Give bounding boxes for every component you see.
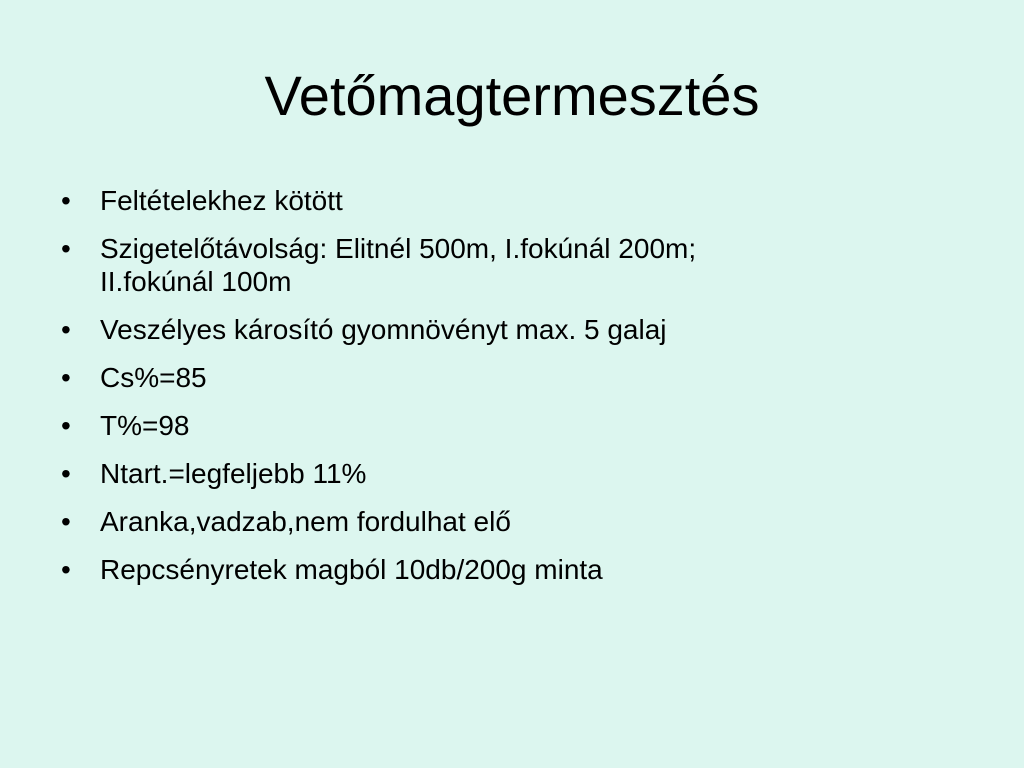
bullet-text: Aranka,vadzab,nem fordulhat elő [100,506,511,537]
bullet-point-icon: • [61,233,71,264]
bullet-item [58,184,958,217]
bullet-text: Repcsényretek magból 10db/200g minta [100,554,603,585]
bullet-text: Cs%=85 [100,362,207,393]
bullet-point-icon: • [61,362,71,393]
bullet-item [58,553,958,586]
slide-title: Vetőmagtermesztés [264,64,760,127]
bullet-text: Ntart.=legfeljebb 11% [100,458,367,489]
bullet-text: Veszélyes károsító gyomnövényt max. 5 galaj [100,314,667,345]
bullet-point-icon: • [61,314,71,345]
bullet-text: Feltételekhez kötött [100,185,343,216]
bullet-point-icon: • [61,506,71,537]
bullet-point-icon: • [61,458,71,489]
bullet-item [58,313,958,346]
bullet-item [58,505,958,538]
bullet-item [58,457,958,490]
bullet-item [58,361,958,394]
bullet-point-icon: • [61,554,71,585]
bullet-item [58,409,958,442]
bullet-list [58,184,958,601]
bullet-text: Szigetelőtávolság: Elitnél 500m, I.fokúnál 200m; II.fokúnál 100m [100,233,697,297]
bullet-text: T%=98 [100,410,190,441]
bullet-point-icon: • [61,185,71,216]
bullet-point-icon: • [61,410,71,441]
bullet-item [58,232,958,298]
